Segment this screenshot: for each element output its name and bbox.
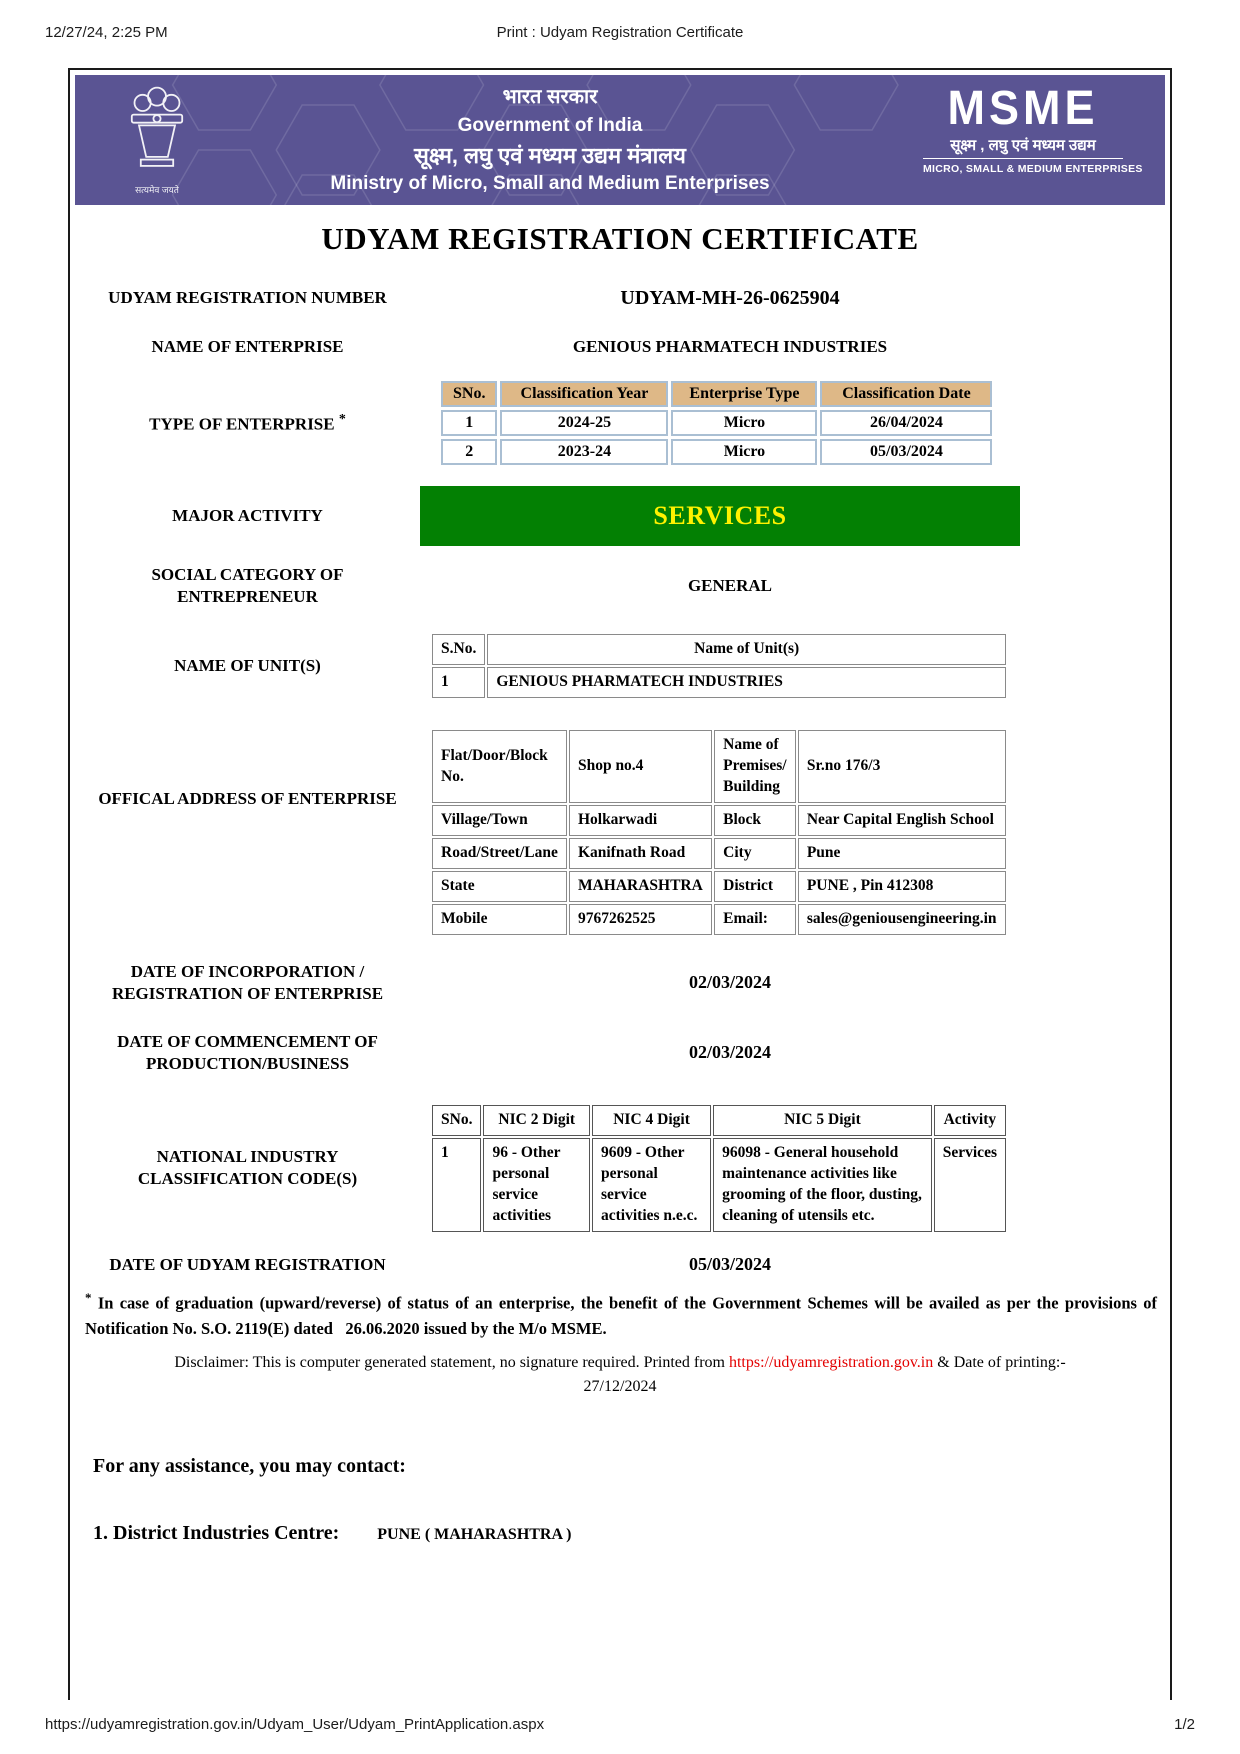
- print-page-number: 1/2: [1174, 1716, 1195, 1733]
- table-row: [432, 838, 1006, 869]
- graduation-footnote: [85, 1288, 1157, 1342]
- major-activity-label: MAJOR ACTIVITY: [172, 506, 323, 526]
- table-header-cell: Classification Date: [820, 381, 992, 407]
- table-cell: Email:: [714, 904, 796, 935]
- major-activity-row: [75, 486, 1165, 546]
- table-cell: Micro: [671, 439, 817, 465]
- table-row: [432, 904, 1006, 935]
- table-row: [432, 1138, 1006, 1232]
- official-address-label: OFFICAL ADDRESS OF ENTERPRISE: [98, 789, 397, 809]
- disclaimer: [81, 1351, 1159, 1399]
- type-of-enterprise-row: [75, 378, 1165, 468]
- commencement-date-label: DATE OF COMMENCEMENT OF PRODUCTION/BUSINESS: [117, 1031, 378, 1073]
- msme-tagline-hindi: सूक्ष्म , लघु एवं मध्यम उद्यम: [923, 135, 1123, 159]
- footnote-asterisk: *: [338, 411, 346, 427]
- table-cell: 2024-25: [500, 410, 668, 436]
- table-header-row: [441, 381, 992, 407]
- table-header-cell: Classification Year: [500, 381, 668, 407]
- disclaimer-suffix: & Date of printing:-: [933, 1354, 1066, 1372]
- type-of-enterprise-table: [438, 378, 995, 468]
- table-header-cell: Activity: [934, 1105, 1006, 1136]
- disclaimer-prefix: Disclaimer: This is computer generated statement, no signature required. Printed from: [174, 1354, 729, 1372]
- table-cell: Village/Town: [432, 805, 567, 836]
- table-cell: Shop no.4: [569, 730, 712, 803]
- msme-logo: [923, 79, 1143, 175]
- table-row: [432, 805, 1006, 836]
- type-of-enterprise-label-text: TYPE OF ENTERPRISE: [149, 414, 335, 434]
- commencement-date-row: [75, 1031, 1165, 1075]
- ministry-hindi-title: सूक्ष्म, लघु एवं मध्यम उद्यम मंत्रालय: [414, 142, 686, 168]
- table-cell: 2: [441, 439, 497, 465]
- footnote-text: In case of graduation (upward/reverse) of status of an enterprise, the benefit of the Government Schemes will be availed as per the provisions of Notification No. S.O. 2119(E) dated 26.06.2020 issued by the M/o MSME.: [85, 1293, 1158, 1338]
- certificate-title: UDYAM REGISTRATION CERTIFICATE: [321, 221, 919, 256]
- table-cell: Pune: [798, 838, 1006, 869]
- table-cell: Flat/Door/Block No.: [432, 730, 567, 803]
- table-cell: Name of Premises/ Building: [714, 730, 796, 803]
- table-cell: 2023-24: [500, 439, 668, 465]
- table-cell: Services: [934, 1138, 1006, 1232]
- district-industries-centre-row: [93, 1522, 1165, 1545]
- incorporation-date-label: DATE OF INCORPORATION / REGISTRATION OF ENTERPRISE: [111, 961, 384, 1003]
- registration-number-label: UDYAM REGISTRATION NUMBER: [108, 288, 387, 308]
- social-category-value: GENERAL: [687, 576, 773, 596]
- district-industries-centre-label: 1. District Industries Centre:: [93, 1522, 340, 1545]
- table-cell: Near Capital English School: [798, 805, 1006, 836]
- footnote-asterisk: *: [85, 1289, 92, 1305]
- print-page-title: Print : Udyam Registration Certificate: [496, 24, 744, 41]
- print-datetime: 12/27/24, 2:25 PM: [45, 24, 168, 41]
- major-activity-wrap: [420, 486, 1040, 546]
- table-row: [432, 667, 1006, 698]
- type-of-enterprise-table-wrap: [420, 378, 1040, 468]
- type-of-enterprise-label: [75, 411, 420, 436]
- banner-titles: [225, 83, 875, 197]
- table-cell: 9609 - Other personal service activities n.e.c.: [592, 1138, 711, 1232]
- udyam-registration-date-row: [75, 1254, 1165, 1276]
- table-cell: Block: [714, 805, 796, 836]
- commencement-date-value: 02/03/2024: [688, 1042, 771, 1063]
- enterprise-name-row: [75, 336, 1165, 358]
- address-table-wrap: [420, 728, 1040, 936]
- units-table: [430, 632, 1008, 700]
- table-cell: Kanifnath Road: [569, 838, 712, 869]
- table-cell: PUNE , Pin 412308: [798, 871, 1006, 902]
- units-row: [75, 632, 1165, 700]
- udyam-registration-date-label: DATE OF UDYAM REGISTRATION: [109, 1254, 386, 1274]
- table-cell: sales@geniousengineering.in: [798, 904, 1006, 935]
- msme-wordmark: MSME: [947, 79, 1099, 135]
- table-header-cell: Name of Unit(s): [487, 634, 1006, 665]
- msme-tagline-english: MICRO, SMALL & MEDIUM ENTERPRISES: [923, 162, 1143, 175]
- govt-hindi-title: भारत सरकार: [502, 86, 598, 108]
- table-cell: 9767262525: [569, 904, 712, 935]
- table-cell: Holkarwadi: [569, 805, 712, 836]
- registration-number-value: UDYAM-MH-26-0625904: [620, 287, 840, 309]
- table-cell: City: [714, 838, 796, 869]
- table-cell: Micro: [671, 410, 817, 436]
- govt-english-title: Government of India: [457, 115, 643, 136]
- printing-date: 27/12/2024: [583, 1378, 657, 1396]
- government-banner: [75, 75, 1165, 205]
- table-cell: 1: [432, 667, 485, 698]
- national-emblem: [109, 81, 205, 196]
- assistance-heading: For any assistance, you may contact:: [93, 1455, 406, 1478]
- table-cell: Mobile: [432, 904, 567, 935]
- table-cell: 96098 - General household maintenance activities like grooming of the floor, dusting, cleaning of utensils etc.: [713, 1138, 932, 1232]
- certificate-container: [68, 68, 1172, 1700]
- udyam-registration-date-value: 05/03/2024: [688, 1254, 771, 1275]
- nic-table: [430, 1103, 1008, 1234]
- incorporation-date-row: [75, 961, 1165, 1005]
- incorporation-date-value: 02/03/2024: [688, 972, 771, 993]
- print-footer-url: https://udyamregistration.gov.in/Udyam_User/Udyam_PrintApplication.aspx: [45, 1716, 545, 1733]
- district-industries-centre-value: PUNE ( MAHARASHTRA ): [377, 1526, 572, 1544]
- table-header-row: [432, 1105, 1006, 1136]
- social-category-row: [75, 564, 1165, 608]
- table-header-cell: Enterprise Type: [671, 381, 817, 407]
- table-cell: District: [714, 871, 796, 902]
- table-cell: 96 - Other personal service activities: [483, 1138, 590, 1232]
- table-cell: 1: [441, 410, 497, 436]
- ministry-english-title: Ministry of Micro, Small and Medium Enterprises: [330, 173, 770, 195]
- table-row: [432, 871, 1006, 902]
- social-category-label: SOCIAL CATEGORY OF ENTREPRENEUR: [151, 565, 344, 607]
- nic-codes-row: [75, 1103, 1165, 1234]
- enterprise-name-value: GENIOUS PHARMATECH INDUSTRIES: [572, 337, 888, 357]
- table-cell: State: [432, 871, 567, 902]
- table-header-cell: NIC 2 Digit: [483, 1105, 590, 1136]
- browser-print-footer: [45, 1716, 1195, 1736]
- table-header-cell: S.No.: [432, 634, 485, 665]
- enterprise-name-label: NAME OF ENTERPRISE: [151, 337, 344, 356]
- table-cell: 26/04/2024: [820, 410, 992, 436]
- units-label: NAME OF UNIT(S): [174, 656, 321, 676]
- ashoka-emblem-icon: [121, 81, 193, 177]
- table-cell: MAHARASHTRA: [569, 871, 712, 902]
- emblem-motto: सत्यमेव जयते: [135, 185, 179, 195]
- udyam-registration-link[interactable]: https://udyamregistration.gov.in: [728, 1354, 934, 1372]
- address-table: [430, 728, 1008, 936]
- table-header-cell: SNo.: [441, 381, 497, 407]
- table-header-cell: NIC 4 Digit: [592, 1105, 711, 1136]
- table-cell: 05/03/2024: [820, 439, 992, 465]
- table-cell: GENIOUS PHARMATECH INDUSTRIES: [487, 667, 1006, 698]
- nic-table-wrap: [420, 1103, 1040, 1234]
- table-row: [441, 410, 992, 436]
- table-cell: Sr.no 176/3: [798, 730, 1006, 803]
- table-header-row: [432, 634, 1006, 665]
- table-header-cell: NIC 5 Digit: [713, 1105, 932, 1136]
- table-cell: Road/Street/Lane: [432, 838, 567, 869]
- nic-codes-label: NATIONAL INDUSTRY CLASSIFICATION CODE(S): [137, 1147, 358, 1189]
- table-row: [441, 439, 992, 465]
- table-cell: 1: [432, 1138, 481, 1232]
- browser-print-header: [45, 24, 1195, 44]
- table-row: [432, 730, 1006, 803]
- official-address-row: [75, 728, 1165, 936]
- table-header-cell: SNo.: [432, 1105, 481, 1136]
- major-activity-value: SERVICES: [420, 486, 1020, 546]
- registration-number-row: [75, 287, 1165, 310]
- units-table-wrap: [420, 632, 1040, 700]
